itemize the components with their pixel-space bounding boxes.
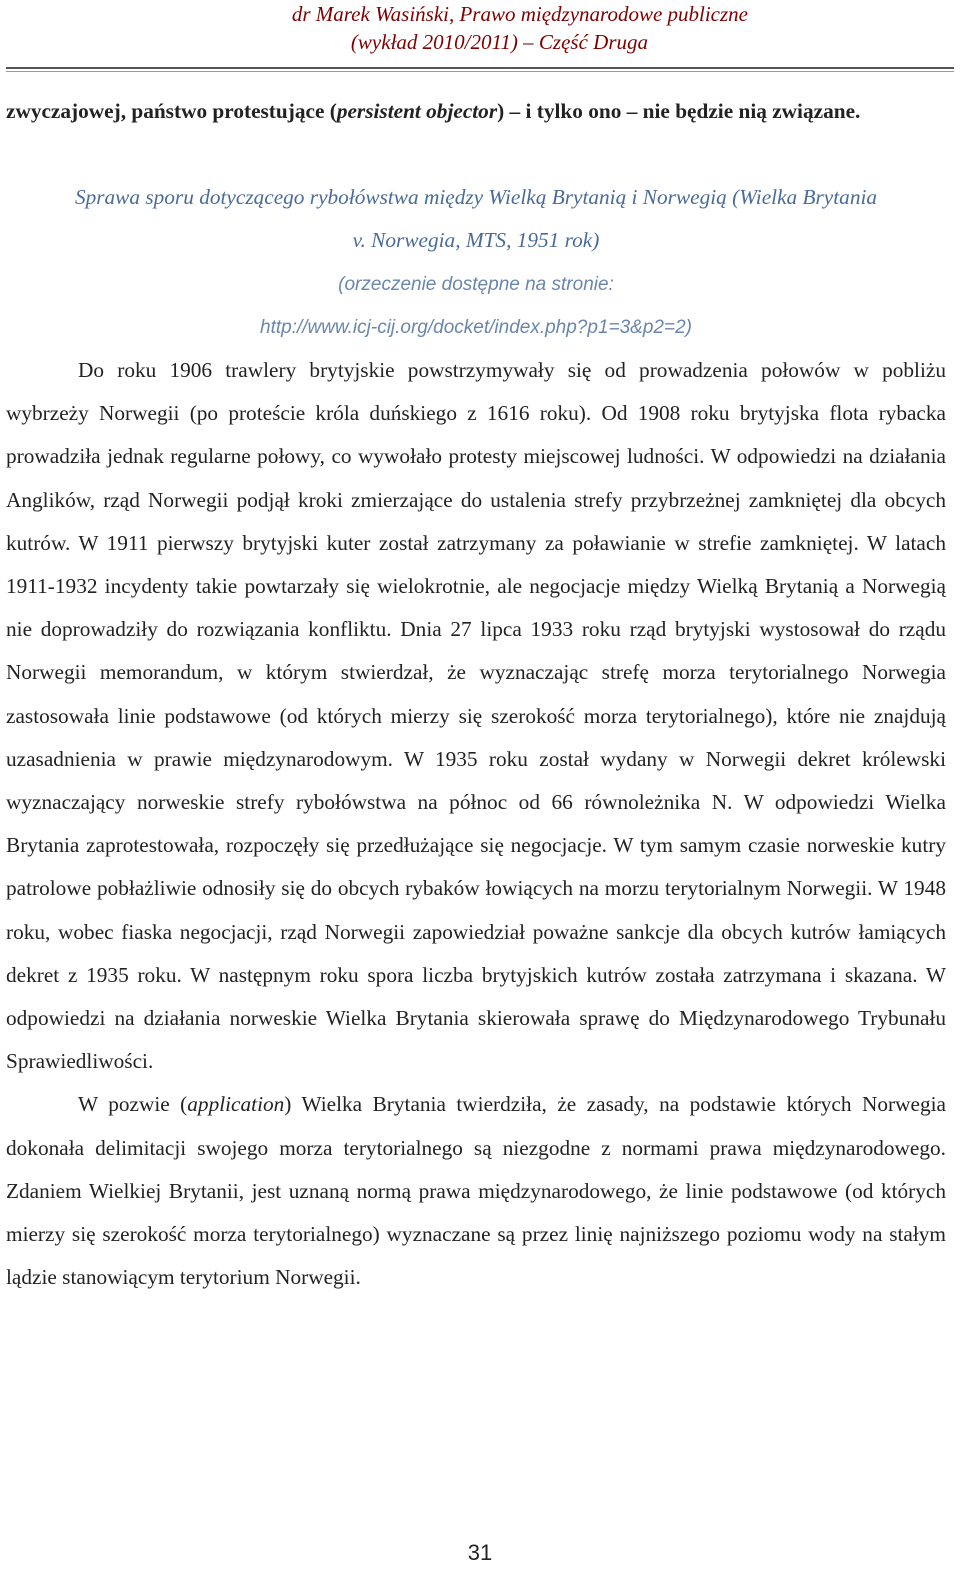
p2-segment-a: W pozwie ( [78,1092,188,1117]
case-source-link[interactable]: http://www.icj-cij.org/docket/index.php?p1=3&p2=2) [260,316,692,338]
case-title-line2: v. Norwegia, MTS, 1951 rok) [352,228,600,253]
header-lecture-info: (wykład 2010/2011) – Część Druga [350,30,648,54]
case-title-line1: Sprawa sporu dotyczącego rybołówstwa między Wielką Brytanią i Norwegią (Wielka Brytania [74,185,878,210]
header-author-title: dr Marek Wasiński, Prawo międzynarodowe publiczne [291,2,748,26]
header-divider-thin [6,71,954,72]
p1-segment-c: W odpowiedzi na działania Anglików, rząd Norwegii podjął kroki zmierzające do ustalenia strefy przybrzeżnej zamkniętej dla obcych kutrów. [6,444,946,555]
page-number: 31 [467,1540,493,1565]
p1-segment-e: W latach 1911-1932 incydenty takie powtarzały się wielokrotnie, ale negocjacje między Wielką Brytanią a Norwegią nie doprowadziły do rozwiązania konfliktu. [6,530,946,642]
document-body [6,90,946,1299]
p1-segment-d: W 1911 pierwszy brytyjski kuter został zatrzymany za poławianie w strefie zamkniętej. [70,530,859,555]
p1-segment-a: Do roku 1906 trawlery brytyjskie powstrzymywały się od prowadzenia połowów w pobliżu wybrzeży Norwegii (po proteście króla duńskiego z 1616 roku). [6,358,946,426]
intro-text-a: zwyczajowej, państwo protestujące ( [6,99,337,123]
p2-segment-b: ) Wielka Brytania twierdziła, że zasady, na podstawie których Norwegia dokonała delimitacji swojego morza terytorialnego są niezgodne z normami prawa międzynarodowego. Zdaniem Wielkiej Brytanii, jest uznaną normą prawa międzynarodowego, że linie podstawowe (od których mierzy się szerokość morza terytorialnego) wyznaczane są przez linię najniższego poziomu wody na stałym lądzie stanowiącym terytorium Norwegii. [6,1092,946,1290]
intro-text-b: ) – i tylko ono – nie będzie nią związane. [497,99,861,123]
intro-paragraph [6,90,946,133]
case-heading [6,176,946,349]
p2-italic-term: application [187,1092,285,1117]
p1-segment-f: Dnia 27 lipca 1933 roku rząd brytyjski wystosował do rządu Norwegii memorandum, w którym stwierdzał, że wyznaczając strefę morza terytorialnego Norwegia zastosowała linie podstawowe (od których mierzy się szerokość morza terytorialnego), które nie znajdują uzasadnienia w prawie międzynarodowym. W 1935 roku został wydany w Norwegii dekret królewski wyznaczający norweskie strefy rybołówstwa na północ od 66 równoleżnika N. W odpowiedzi Wielka Brytania zaprotestowała, rozpoczęły się przedłużające się negocjacje. W tym samym czasie norweskie kutry patrolowe pobłażliwie odnosiły się do obcych rybaków łowiących na morzu terytorialnym Norwegii. W 1948 roku, wobec fiaska negocjacji, rząd Norwegii zapowiedział poważne sankcje dla obcych kutrów łamiących dekret z 1935 roku. W następnym roku spora liczba brytyjskich kutrów została zatrzymana i skazana. W odpowiedzi na działania norweskie Wielka Brytania skierowała sprawę do Międzynarodowego Trybunału Sprawiedliwości. [6,617,947,1074]
intro-italic-term: persistent objector [336,99,498,123]
body-paragraph-1 [6,349,946,1083]
p1-segment-b: Od 1908 roku brytyjska flota rybacka prowadziła jednak regularne połowy, co wywołało protesty miejscowej ludności. [6,401,946,469]
page-header [0,0,960,66]
body-paragraph-2 [6,1083,946,1299]
case-source-line: (orzeczenie dostępne na stronie: [338,273,614,295]
header-divider [6,67,954,69]
